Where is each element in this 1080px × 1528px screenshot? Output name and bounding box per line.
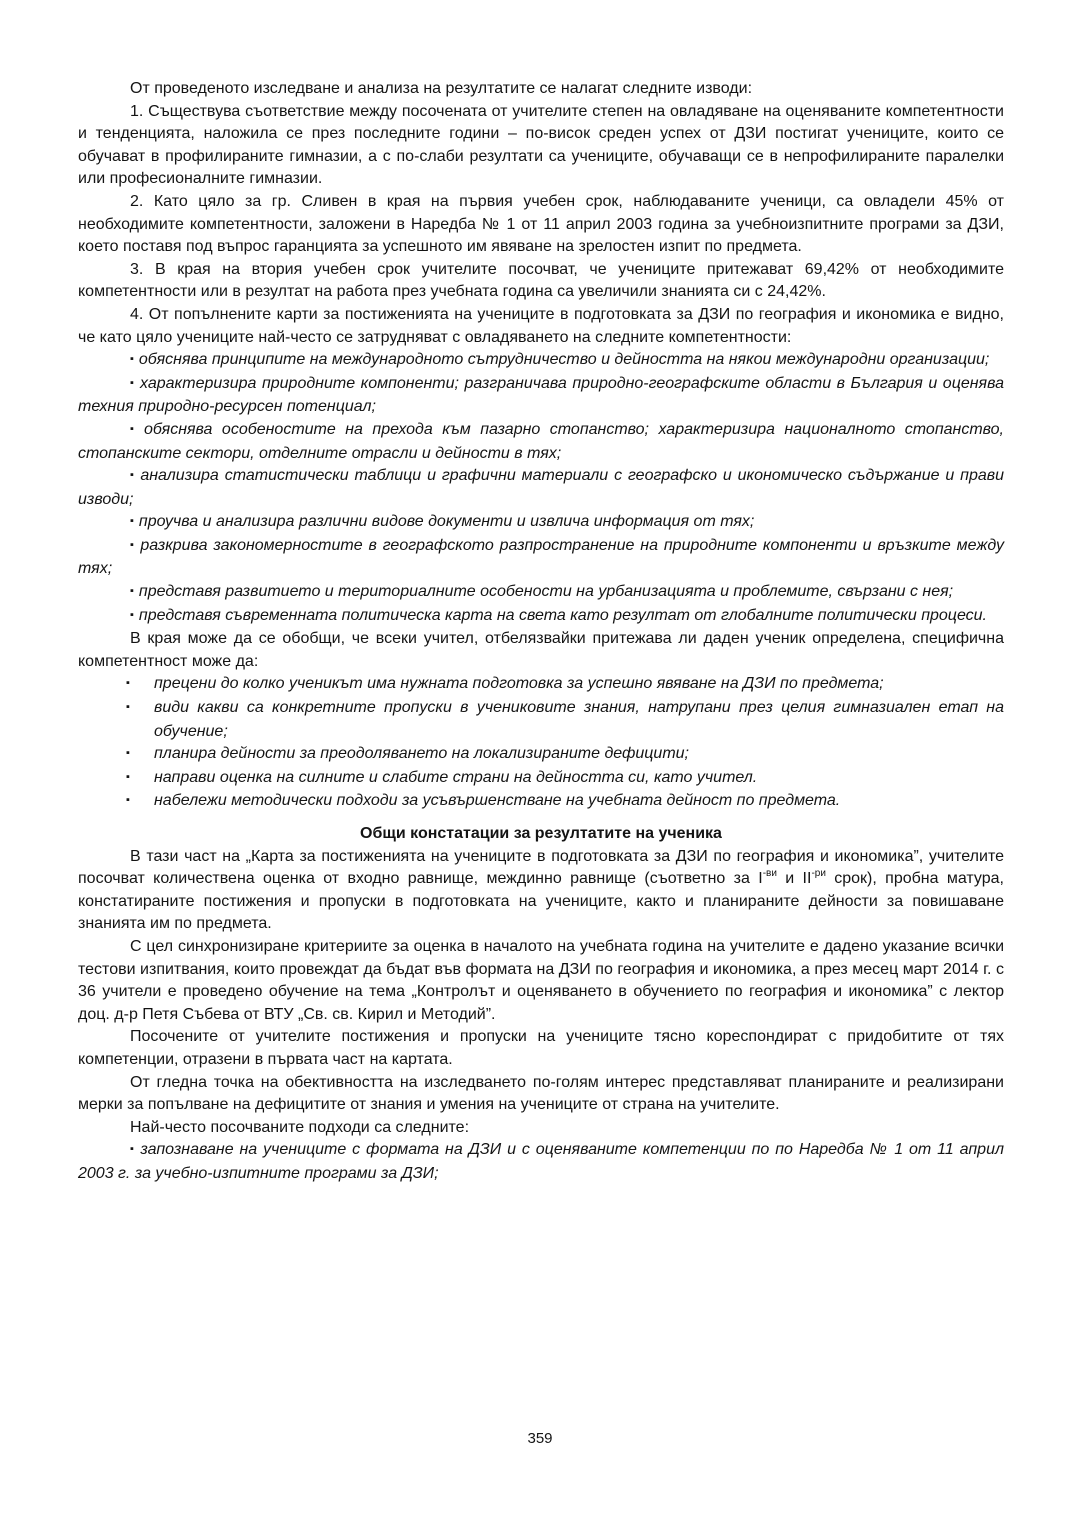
- list-item: [78, 767, 1004, 791]
- list-item: [78, 535, 1004, 581]
- bullet-icon: ▪: [130, 608, 134, 621]
- list-item-text: разкрива закономерностите в географското разпространение на природните компоненти и връзките между тях;: [78, 536, 1004, 578]
- summary-paragraph: В края може да се обобщи, че всеки учител, отбелязвайки притежава ли даден ученик определена, специфична компетентност може да:: [78, 630, 1004, 670]
- conclusion-2: 2. Като цяло за гр. Сливен в края на първия учебен срок, наблюдаваните ученици, са овладели 45% от необходимите компетентности, заложени в Наредба № 1 от 11 април 2003 година за учебноизпитните програми за ДЗИ, което поставя под въпрос гаранцията за успешното им явяване на зрелостен изпит по предмета.: [78, 192, 1004, 256]
- list-item-text: набележи методически подходи за усъвършенстване на учебната дейност по предмета.: [154, 792, 841, 810]
- list-item-text: запознаване на учениците с формата на ДЗИ и с оценяваните компетенции по по Наредба № 1 от 11 април 2003 г. за учебно-изпитните програми за ДЗИ;: [78, 1141, 1004, 1182]
- section-paragraph-3: Посочените от учителите постижения и пропуски на учениците тясно кореспондират с придобитите от тях компетенции, отразени в първата част на картата.: [78, 1028, 1004, 1068]
- conclusion-1: 1. Съществува съответствие между посочената от учителите степен на овладяване на оценяваните компетентности и тенденцията, наложила се през последните години – по-висок среден успех от ДЗИ постигат учениците, които се обучават в профилираните гимназии, а с по-слаби резултати са учениците, обучаващи се в непрофилираните паралелки или професионалните гимназии.: [78, 102, 1004, 188]
- bullet-icon: ▪: [126, 770, 130, 783]
- list-item-text: обяснява принципите на международното сътрудничество и дейността на някои международни организации;: [138, 351, 990, 369]
- list-item: [78, 373, 1004, 419]
- list-item: [78, 349, 1004, 373]
- section-paragraph-4: От гледна точка на обективността на изследването по-голям интерес представляват планираните и реализирани мерки за попълване на дефицитите от знания и умения на учениците от страна на учителите.: [78, 1073, 1004, 1114]
- list-item: [78, 605, 1004, 629]
- list-item: [78, 697, 1004, 743]
- list-item: [78, 419, 1004, 465]
- text-run: срок), пробна матура, констатираните постижения и пропуски в подготовката на учениците, както и планираните дейности за повишаване знанията им по предмета.: [78, 870, 1004, 933]
- list-item: [78, 1139, 1004, 1185]
- section-heading: Общи констатации за резултатите на ученика: [360, 825, 722, 842]
- bullet-icon: ▪: [130, 376, 135, 389]
- section-paragraph-5: Най-често посочваните подходи са следните:: [130, 1118, 470, 1136]
- list-item: [78, 465, 1004, 511]
- list-item-text: прецени до колко ученикът има нужната подготовка за успешно явяване на ДЗИ по предмета;: [154, 675, 884, 693]
- list-item-text: види какви са конкретните пропуски в учениковите знания, натрупани през целия гимназиален етап на обучение;: [154, 699, 1004, 740]
- bullet-icon: ▪: [126, 747, 130, 760]
- page-body: [78, 78, 1004, 1186]
- list-item-text: представя съвременната политическа карта на света като резултат от глобалните политически процеси.: [138, 606, 987, 624]
- bullet-icon: ▪: [126, 677, 130, 690]
- section-paragraph-2: С цел синхронизиране критериите за оценка в началото на учебната година на учителите е дадено указание всички тестови изпитвания, които провеждат да бъдат във формата на ДЗИ по география и икономика, а през месец март 2014 г. с 36 учители е проведено обучение на тема „Контролът и оценяването в обучението по география и икономика” с лектор доц. д-р Петя Събева от ВТУ „Св. св. Кирил и Методий”.: [78, 937, 1004, 1023]
- superscript: -ри: [811, 867, 826, 879]
- bullet-icon: ▪: [130, 422, 139, 435]
- text-run: В тази част на „Карта за постиженията на учениците в подготовката за ДЗИ по география и икономика”, учителите посочват количествена оценка от входно равнище, междинно равнище (съответно за I: [78, 847, 1004, 888]
- text-run: и II: [776, 870, 812, 888]
- superscript: -ви: [762, 867, 777, 879]
- bullet-icon: ▪: [126, 701, 130, 714]
- bullet-icon: ▪: [130, 353, 134, 366]
- list-item: [78, 511, 1004, 535]
- list-item: [78, 673, 1004, 697]
- list-item-text: планира дейности за преодоляването на локализираните дефицити;: [154, 745, 689, 763]
- bullet-icon: ▪: [130, 1143, 136, 1156]
- teacher-actions-list: [78, 673, 1004, 814]
- bullet-icon: ▪: [126, 794, 130, 807]
- section-paragraph-1: [78, 846, 1004, 936]
- list-item-text: характеризира природните компоненти; разграничава природно-географските области в България и оценява техния природно-ресурсен потенциал;: [78, 374, 1004, 416]
- list-item-text: представя развитието и териториалните особености на урбанизацията и проблемите, свързани с нея;: [138, 583, 954, 601]
- page-number: 359: [527, 1430, 553, 1447]
- list-item-text: обяснява особеностите на прехода към пазарно стопанство; характеризира националното стопанство, стопанските сектори, отделните отрасли и дейности в тях;: [78, 420, 1005, 462]
- list-item-text: проучва и анализира различни видове документи и извлича информация от тях;: [138, 513, 755, 531]
- intro-paragraph: От проведеното изследване и анализа на резултатите се налагат следните изводи:: [130, 80, 753, 97]
- bullet-icon: ▪: [130, 469, 136, 482]
- bullet-icon: ▪: [130, 515, 134, 528]
- list-item: [78, 581, 1004, 605]
- list-item: [78, 790, 1004, 814]
- competence-list: [78, 349, 1004, 628]
- list-item-text: анализира статистически таблици и графични материали с географско и икономическо съдържание и прави изводи;: [78, 467, 1005, 508]
- list-item-text: направи оценка на силните и слабите страни на дейността си, като учител.: [154, 768, 758, 786]
- list-item: [78, 743, 1004, 767]
- bullet-icon: ▪: [130, 585, 134, 598]
- bullet-icon: ▪: [130, 538, 136, 551]
- conclusion-4: 4. От попълнените карти за постиженията на учениците в подготовката за ДЗИ по география и икономика е видно, че като цяло учениците най-често се затрудняват с овладяването на следните компетентности:: [78, 305, 1004, 346]
- conclusion-3: 3. В края на втория учебен срок учителите посочват, че учениците притежават 69,42% от необходимите компетентности или в резултат на работа през учебната година са увеличили знанията си с 24,42%.: [78, 260, 1004, 301]
- approaches-list: [78, 1139, 1004, 1185]
